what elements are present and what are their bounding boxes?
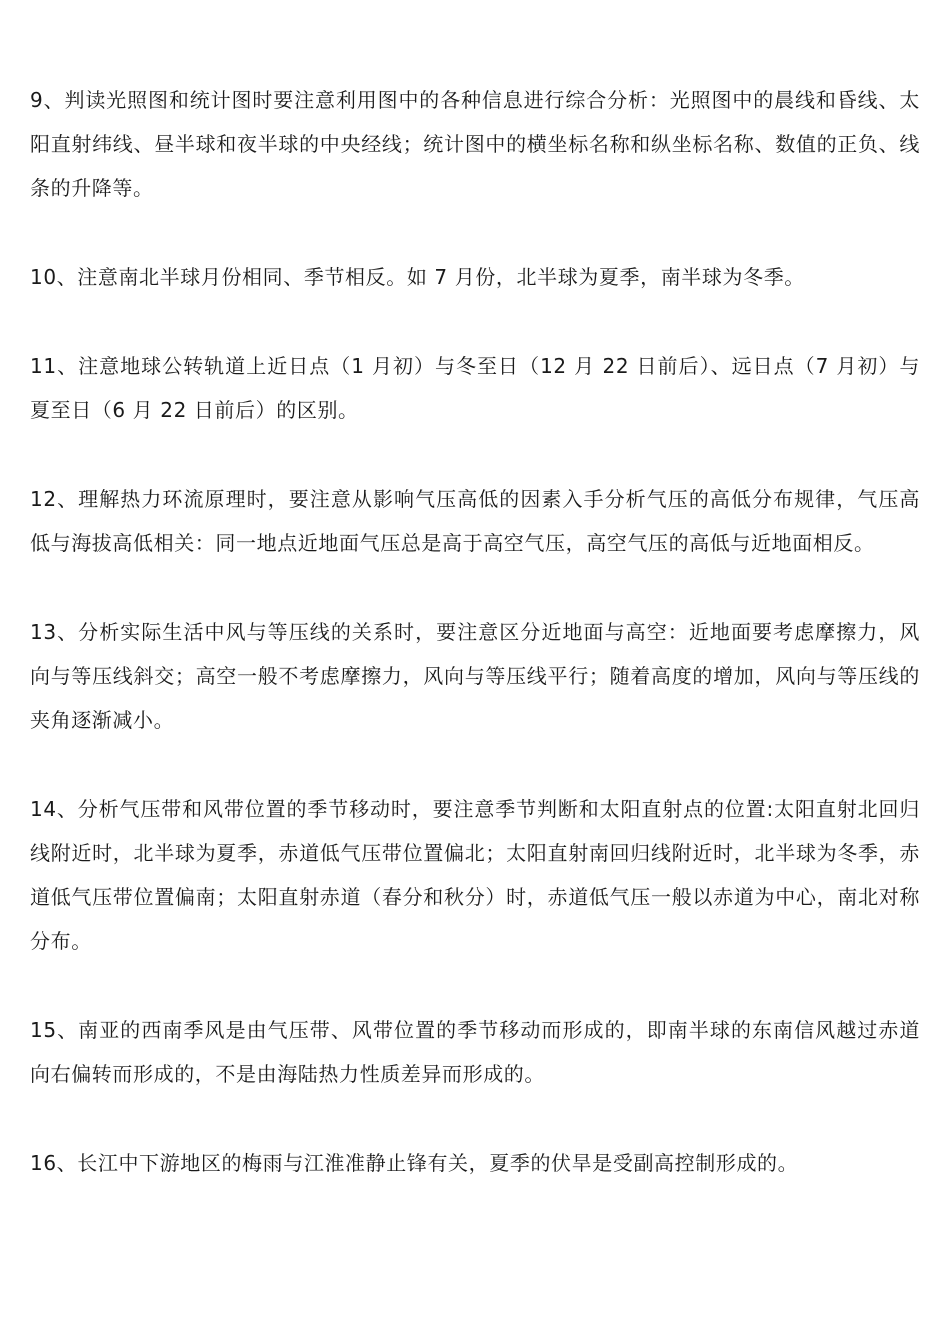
document-body xyxy=(30,78,920,1230)
paragraph-10: 10、注意南北半球月份相同、季节相反。如 7 月份，北半球为夏季，南半球为冬季。 xyxy=(30,265,805,289)
paragraph-13: 13、分析实际生活中风与等压线的关系时，要注意区分近地面与高空：近地面要考虑摩擦力，风向与等压线斜交；高空一般不考虑摩擦力，风向与等压线平行；随着高度的增加，风向与等压线的夹角逐渐减小。 xyxy=(30,620,920,732)
paragraph-9: 9、判读光照图和统计图时要注意利用图中的各种信息进行综合分析：光照图中的晨线和昏线、太阳直射纬线、昼半球和夜半球的中央经线；统计图中的横坐标名称和纵坐标名称、数值的正负、线条的升降等。 xyxy=(30,88,920,200)
paragraph-11: 11、注意地球公转轨道上近日点（1 月初）与冬至日（12 月 22 日前后）、远日点（7 月初）与夏至日（6 月 22 日前后）的区别。 xyxy=(30,354,920,422)
paragraph-12: 12、理解热力环流原理时，要注意从影响气压高低的因素入手分析气压的高低分布规律，气压高低与海拔高低相关：同一地点近地面气压总是高于高空气压，高空气压的高低与近地面相反。 xyxy=(30,487,920,555)
paragraph-14: 14、分析气压带和风带位置的季节移动时，要注意季节判断和太阳直射点的位置:太阳直射北回归线附近时，北半球为夏季，赤道低气压带位置偏北；太阳直射南回归线附近时，北半球为冬季，赤道低气压带位置偏南；太阳直射赤道（春分和秋分）时，赤道低气压一般以赤道为中心，南北对称分布。 xyxy=(30,797,920,953)
paragraph-16: 16、长江中下游地区的梅雨与江淮准静止锋有关，夏季的伏旱是受副高控制形成的。 xyxy=(30,1151,799,1175)
paragraph-15: 15、南亚的西南季风是由气压带、风带位置的季节移动而形成的，即南半球的东南信风越过赤道向右偏转而形成的，不是由海陆热力性质差异而形成的。 xyxy=(30,1018,920,1086)
